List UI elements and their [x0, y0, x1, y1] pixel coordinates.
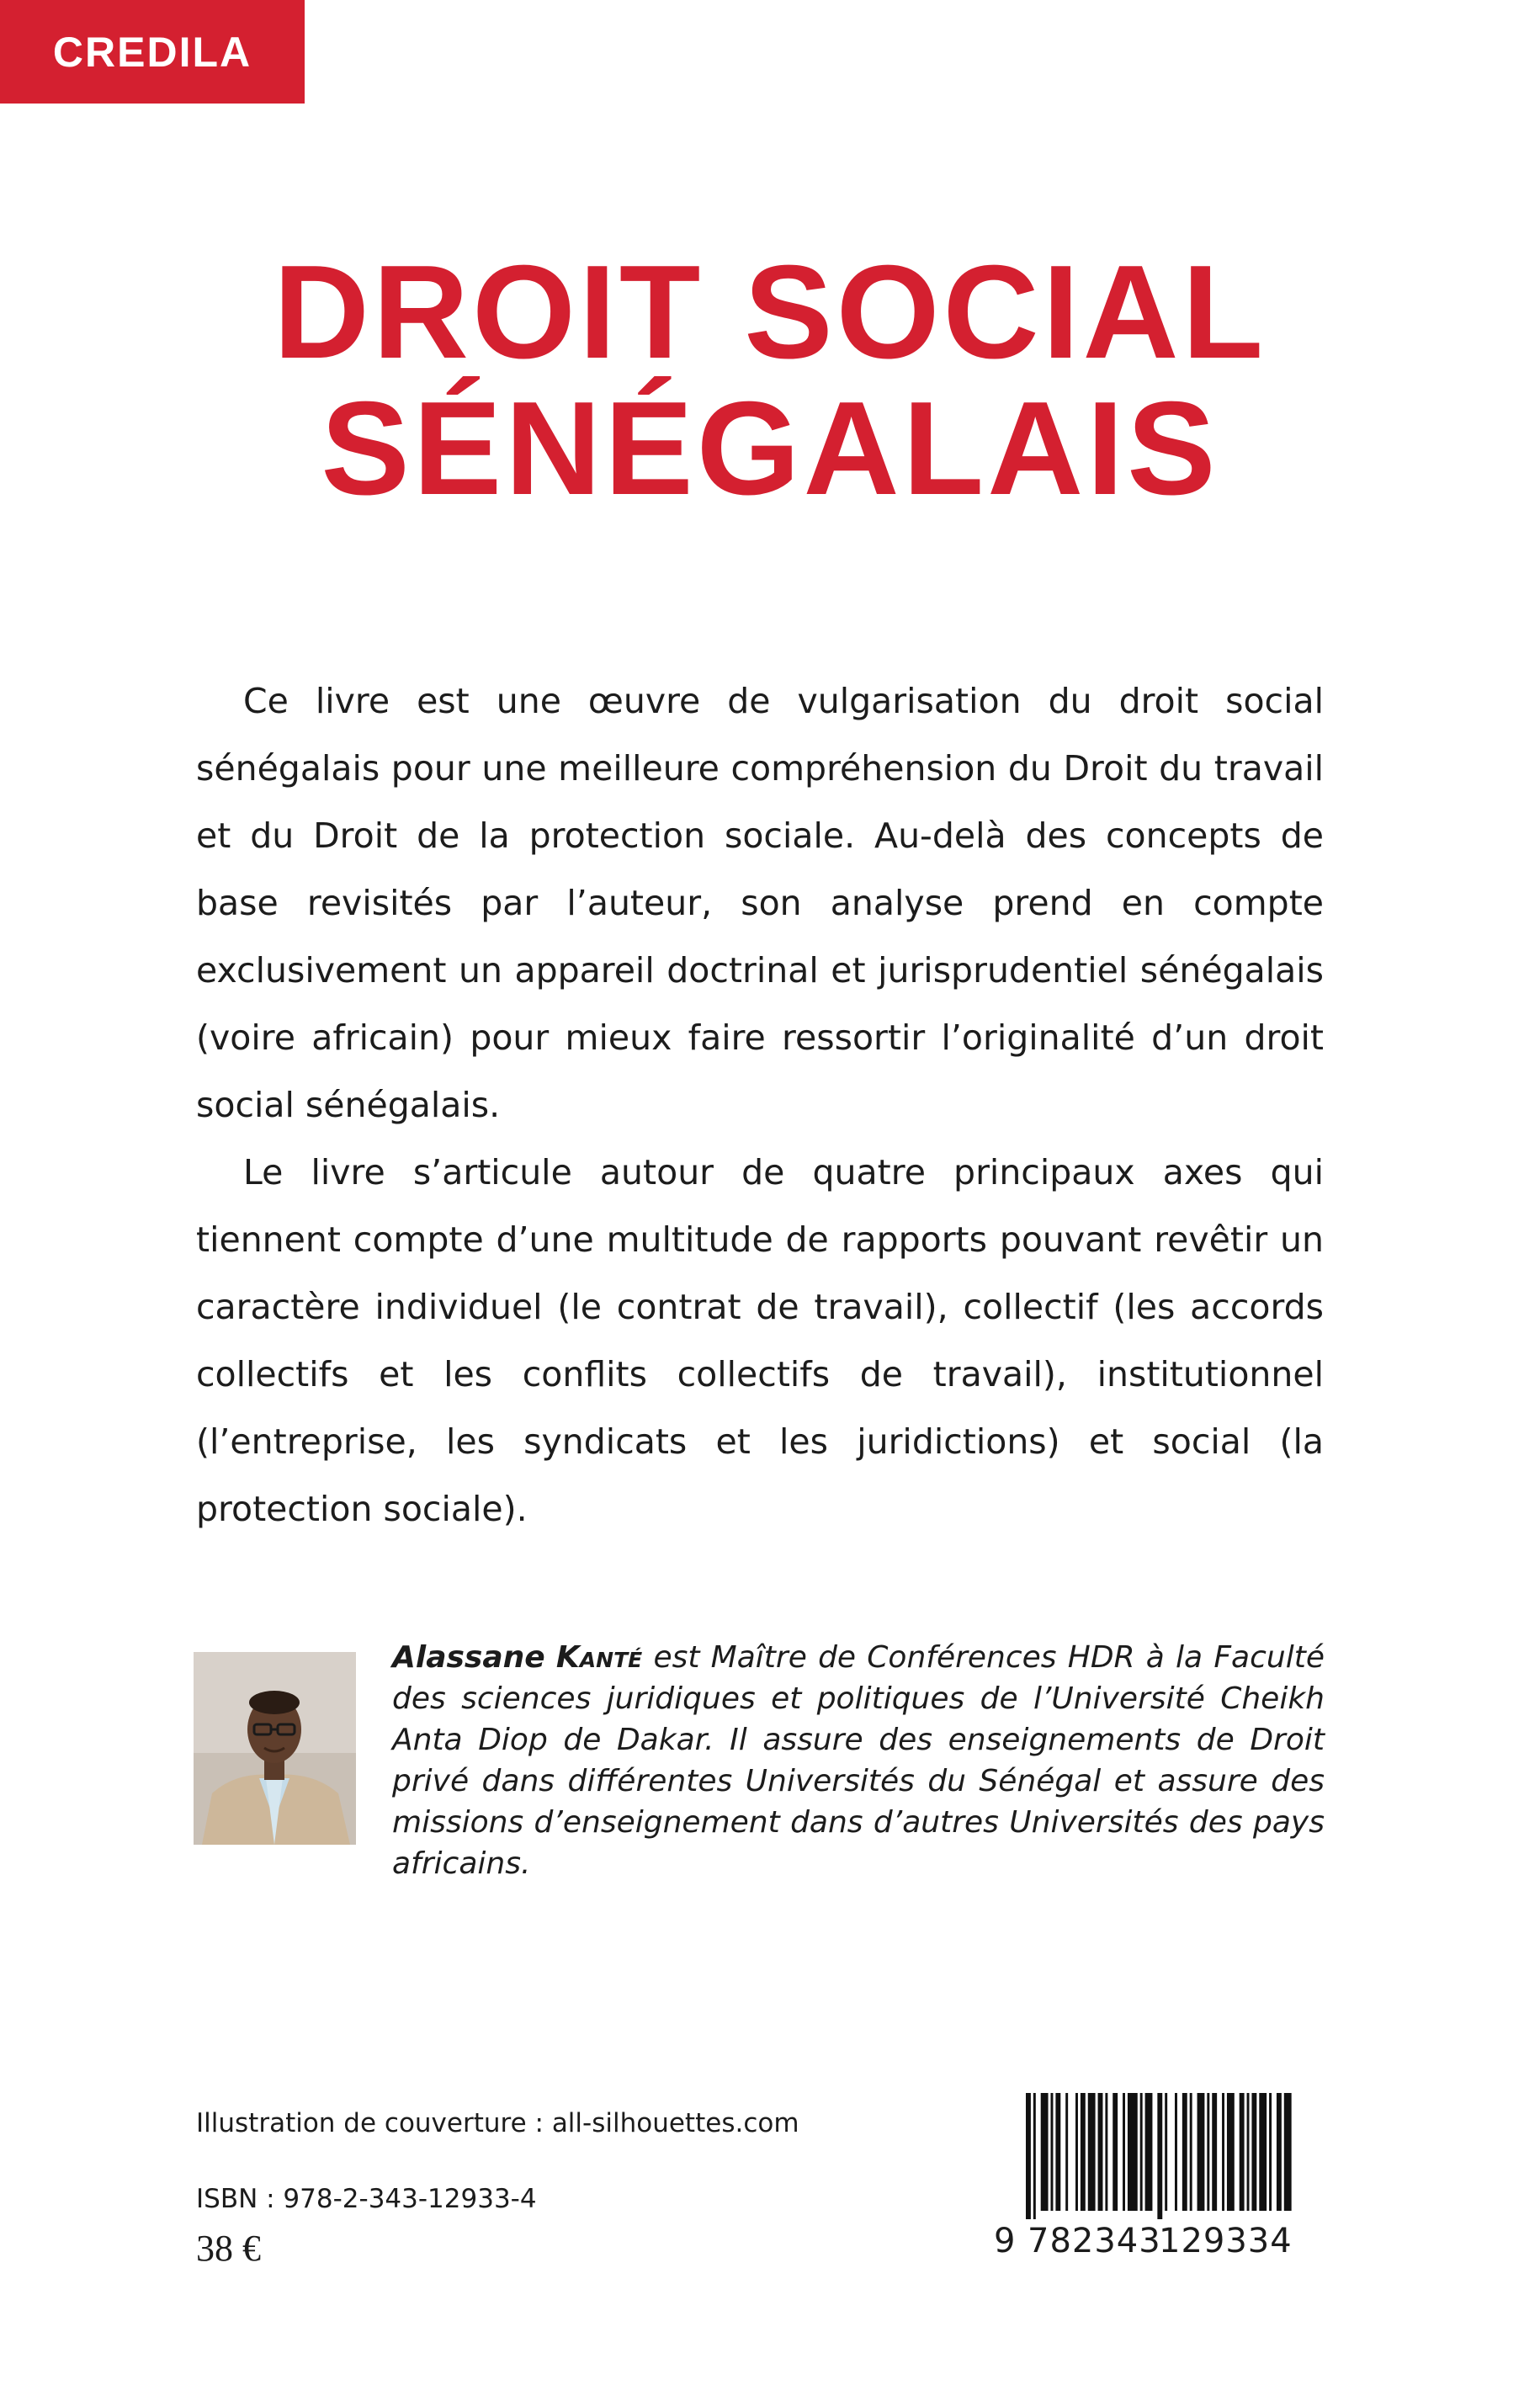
barcode-bar [1123, 2093, 1125, 2211]
barcode-bar [1081, 2093, 1086, 2211]
barcode-bar [1026, 2093, 1031, 2219]
barcode-digit-first: 9 [994, 2222, 1017, 2260]
barcode-bar [1212, 2093, 1217, 2211]
publisher-label: CREDILA [52, 28, 252, 76]
author-first-name: Alassane [392, 1640, 545, 1675]
barcode-bar [1055, 2093, 1060, 2211]
barcode-bar [1182, 2093, 1187, 2211]
publisher-badge [0, 0, 305, 104]
author-portrait-illustration [194, 1652, 356, 1845]
barcode-bar [1259, 2093, 1267, 2211]
title-line-2: SÉNÉGALAIS [321, 374, 1219, 523]
barcode-digits-right: 129334 [1159, 2222, 1293, 2260]
author-bio-text: est Maître de Conférences HDR à la Faculté des sciences juridiques et politiques de l’Université Cheikh Anta Diop de Dakar. Il assure des enseignements de Droit privé dans différentes Universités du Sénégal et assure des missions d’enseignement dans d’autres Universités des pays africains. [392, 1640, 1325, 1881]
barcode-bar [1247, 2093, 1250, 2211]
barcode-bar [1190, 2093, 1192, 2211]
barcode-bar [1088, 2093, 1096, 2211]
barcode-bar [1128, 2093, 1138, 2211]
barcode-bar [1197, 2093, 1205, 2211]
barcode-bar [1140, 2093, 1143, 2211]
barcode-bar [1075, 2093, 1078, 2211]
barcode-bar [1207, 2093, 1209, 2211]
price: 38 € [196, 2228, 261, 2269]
barcode-bar [1240, 2093, 1245, 2211]
author-bio [392, 1637, 1325, 1884]
book-title [0, 238, 1540, 523]
barcode-bar [1105, 2093, 1107, 2211]
book-summary [196, 667, 1324, 1543]
barcode-bar [1033, 2093, 1036, 2219]
barcode-bar [1227, 2093, 1235, 2211]
barcode-bar [1165, 2093, 1167, 2211]
barcode-bars [994, 2093, 1297, 2219]
barcode-bar [1251, 2093, 1256, 2211]
barcode-bar [1284, 2093, 1292, 2211]
barcode-bar [1269, 2093, 1272, 2211]
barcode-bar [1098, 2093, 1103, 2211]
title-line-1: DROIT SOCIAL [273, 238, 1267, 386]
barcode-bar [1065, 2093, 1068, 2211]
barcode-bar [1175, 2093, 1177, 2211]
barcode-bar [1222, 2093, 1224, 2211]
barcode-bar [1277, 2093, 1282, 2211]
barcode-bar [1145, 2093, 1153, 2211]
barcode-bar [1113, 2093, 1118, 2211]
author-photo [194, 1652, 356, 1845]
isbn: ISBN : 978-2-343-12933-4 [196, 2184, 537, 2214]
barcode-digits-left: 782343 [1028, 2222, 1161, 2260]
summary-paragraph-2: Le livre s’articule autour de quatre principaux axes qui tiennent compte d’une multitude de rapports pouvant revêtir un caractère individuel (le contrat de travail), collectif (les accords collectifs et les conflits collectifs de travail), institutionnel (l’entreprise, les syndicats et les juridictions) et social (la protection sociale). [196, 1152, 1324, 1529]
summary-paragraph-1: Ce livre est une œuvre de vulgarisation du droit social sénégalais pour une meilleure compréhension du Droit du travail et du Droit de la protection sociale. Au-delà des concepts de base revisités par l’auteur, son analyse prend en compte exclusivement un appareil doctrinal et jurisprudentiel sénégalais (voire africain) pour mieux faire ressortir l’originalité d’un droit social sénégalais. [196, 681, 1324, 1125]
barcode-bar [1157, 2093, 1162, 2219]
author-last-name: Kanté [555, 1640, 643, 1675]
barcode-bar [1051, 2093, 1054, 2211]
illustration-credit: Illustration de couverture : all-silhouettes.com [196, 2108, 799, 2138]
barcode-bar [1041, 2093, 1049, 2211]
